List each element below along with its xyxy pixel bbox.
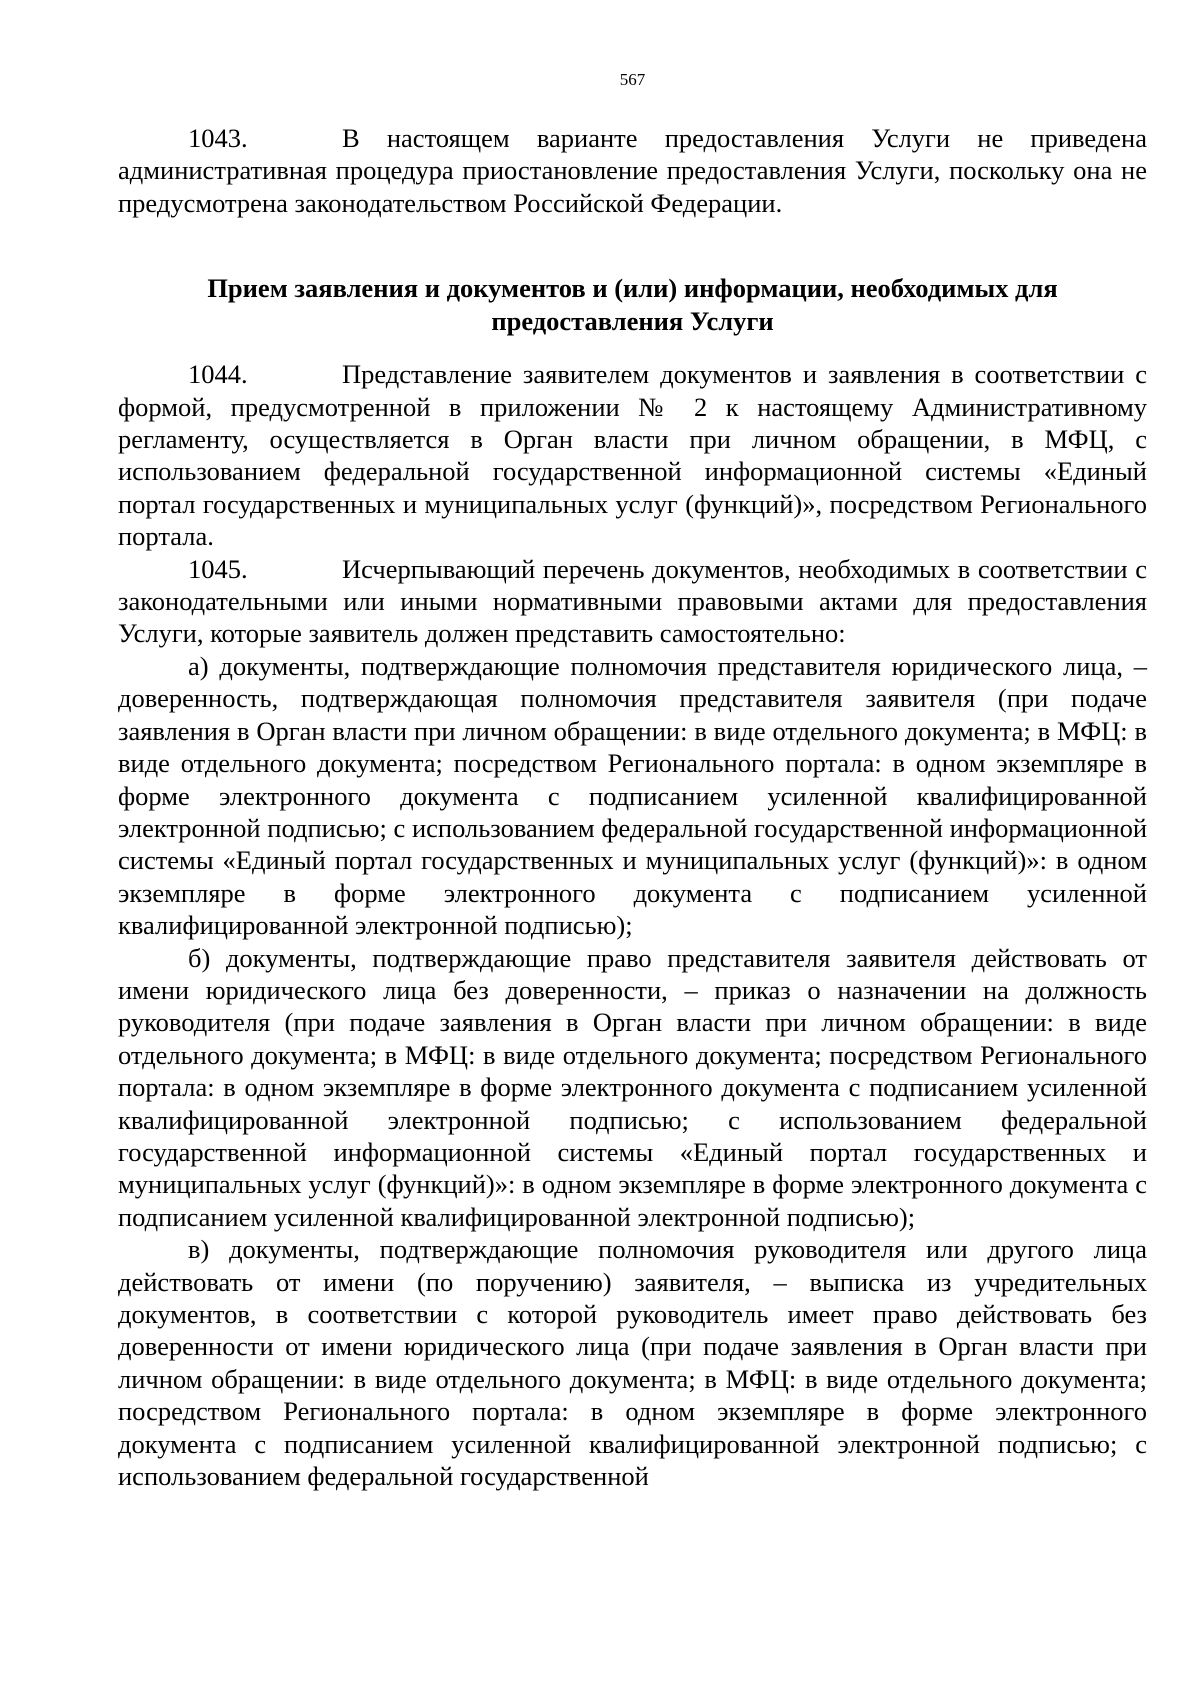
list-item-b: б) документы, подтверждающие право представителя заявителя действовать от имени юридического лица без доверенности, – приказ о назначении на должность руководителя (при подаче заявления в Орган власти при личном обращении: в виде отдельного документа; в МФЦ: в виде отдельного документа; посредством Регионального портала: в одном экземпляре в форме электронного документа с подписанием усиленной квалифицированной электронной подписью; с использованием федеральной государственной информационной системы «Единый портал государственных и муниципальных услуг (функций)»: в одном экземпляре в форме электронного документа с подписанием усиленной квалифицированной электронной подписью);	[118, 942, 1147, 1232]
paragraph-text: В настоящем варианте предоставления Услуги не приведена административная процедура приостановление предоставления Услуги, поскольку она не предусмотрена законодательством Российской Федерации.	[118, 123, 1147, 218]
paragraph-text: Представление заявителем документов и заявления в соответствии с формой, предусмотренной в приложении № 2 к настоящему Административному регламенту, осуществляется в Орган власти при личном обращении, в МФЦ, с использованием федеральной государственной информационной системы «Единый портал государственных и муниципальных услуг (функций)», посредством Регионального портала.	[118, 359, 1147, 552]
list-item-c: в) документы, подтверждающие полномочия руководителя или другого лица действовать от имени (по поручению) заявителя, – выписка из учредительных документов, в соответствии с которой руководитель имеет право действовать без доверенности от имени юридического лица (при подаче заявления в Орган власти при личном обращении: в виде отдельного документа; в МФЦ: в виде отдельного документа; посредством Регионального портала: в одном экземпляре в форме электронного документа с подписанием усиленной квалифицированной электронной подписью; с использованием федеральной государственной	[118, 1234, 1147, 1492]
paragraph-number: 1043.	[188, 123, 248, 153]
list-item-a: а) документы, подтверждающие полномочия представителя юридического лица, – доверенность, подтверждающая полномочия представителя заявителя (при подаче заявления в Орган власти при личном обращении: в виде отдельного документа; в МФЦ: в виде отдельного документа; посредством Регионального портала: в одном экземпляре в форме электронного документа с подписанием усиленной квалифицированной электронной подписью; с использованием федеральной государственной информационной системы «Единый портал государственных и муниципальных услуг (функций)»: в одном экземпляре в форме электронного документа с подписанием усиленной квалифицированной электронной подписью);	[118, 650, 1147, 941]
paragraph-1043	[118, 122, 1147, 219]
page-number: 567	[619, 70, 646, 89]
paragraph-number: 1045.	[188, 553, 248, 584]
section-heading: Прием заявления и документов и (или) информации, необходимых для предоставления Услуги	[207, 273, 1058, 337]
paragraph-text: Исчерпывающий перечень документов, необходимых в соответствии с законодательными или иными нормативными правовыми актами для предоставления Услуги, которые заявитель должен представить самостоятельно:	[118, 553, 1147, 649]
paragraph-1044	[118, 358, 1147, 552]
paragraph-number: 1044.	[188, 359, 248, 390]
paragraph-1045	[118, 553, 1147, 650]
